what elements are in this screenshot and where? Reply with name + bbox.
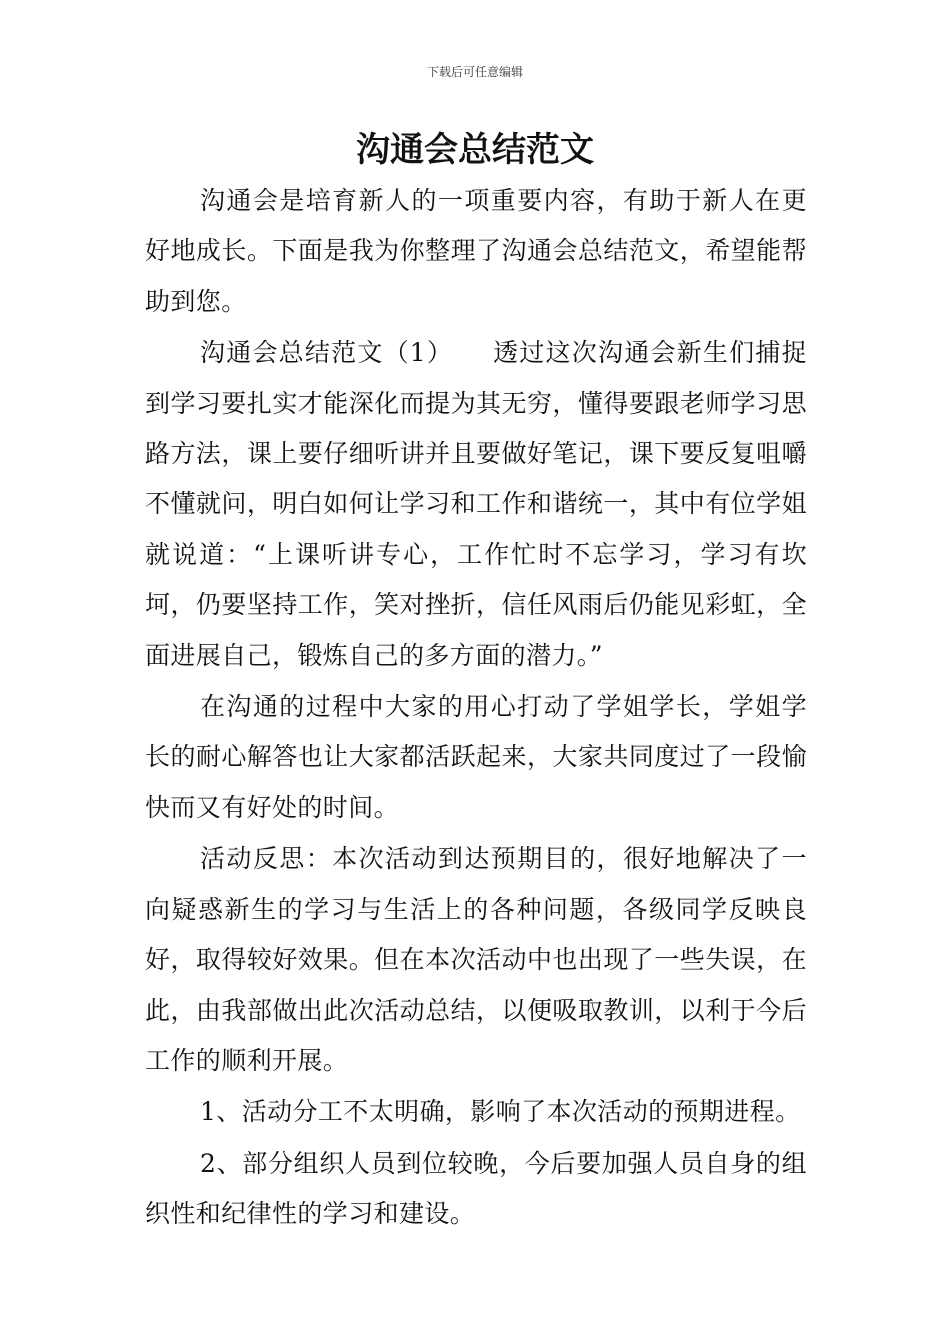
- document-title: 沟通会总结范文: [356, 130, 594, 170]
- header-note: 下载后可任意编辑: [426, 65, 523, 79]
- paragraph-communication: 在沟通的过程中大家的用心打动了学姐学长，学姐学长的耐心解答也让大家都活跃起来，大家共同度过了一段愉快而又有好处的时间。: [145, 692, 807, 822]
- document-body: [145, 176, 807, 1241]
- paragraph-point-1: 1、活动分工不太明确，影响了本次活动的预期进程。: [200, 1097, 801, 1127]
- paragraph-intro: 沟通会是培育新人的一项重要内容，有助于新人在更好地成长。下面是我为你整理了沟通会总结范文，希望能帮助到您。: [145, 186, 807, 316]
- paragraph-sample-1: 沟通会总结范文（1） 透过这次沟通会新生们捕捉到学习要扎实才能深化而提为其无穷，懂得要跟老师学习思路方法，课上要仔细听讲并且要做好笔记，课下要反复咀嚼不懂就问，明白如何让学习和工作和谐统一，其中有位学姐就说道：“上课听讲专心，工作忙时不忘学习，学习有坎坷，仍要坚持工作，笑对挫折，信任风雨后仍能见彩虹，全面进展自己，锻炼自己的多方面的潜力。”: [145, 338, 807, 670]
- paragraph-point-2: 2、部分组织人员到位较晚，今后要加强人员自身的组织性和纪律性的学习和建设。: [145, 1148, 807, 1229]
- paragraph-reflection: 活动反思：本次活动到达预期目的，很好地解决了一向疑惑新生的学习与生活上的各种问题，各级同学反映良好，取得较好效果。但在本次活动中也出现了一些失误，在此，由我部做出此次活动总结，以便吸取教训，以利于今后工作的顺利开展。: [145, 844, 807, 1075]
